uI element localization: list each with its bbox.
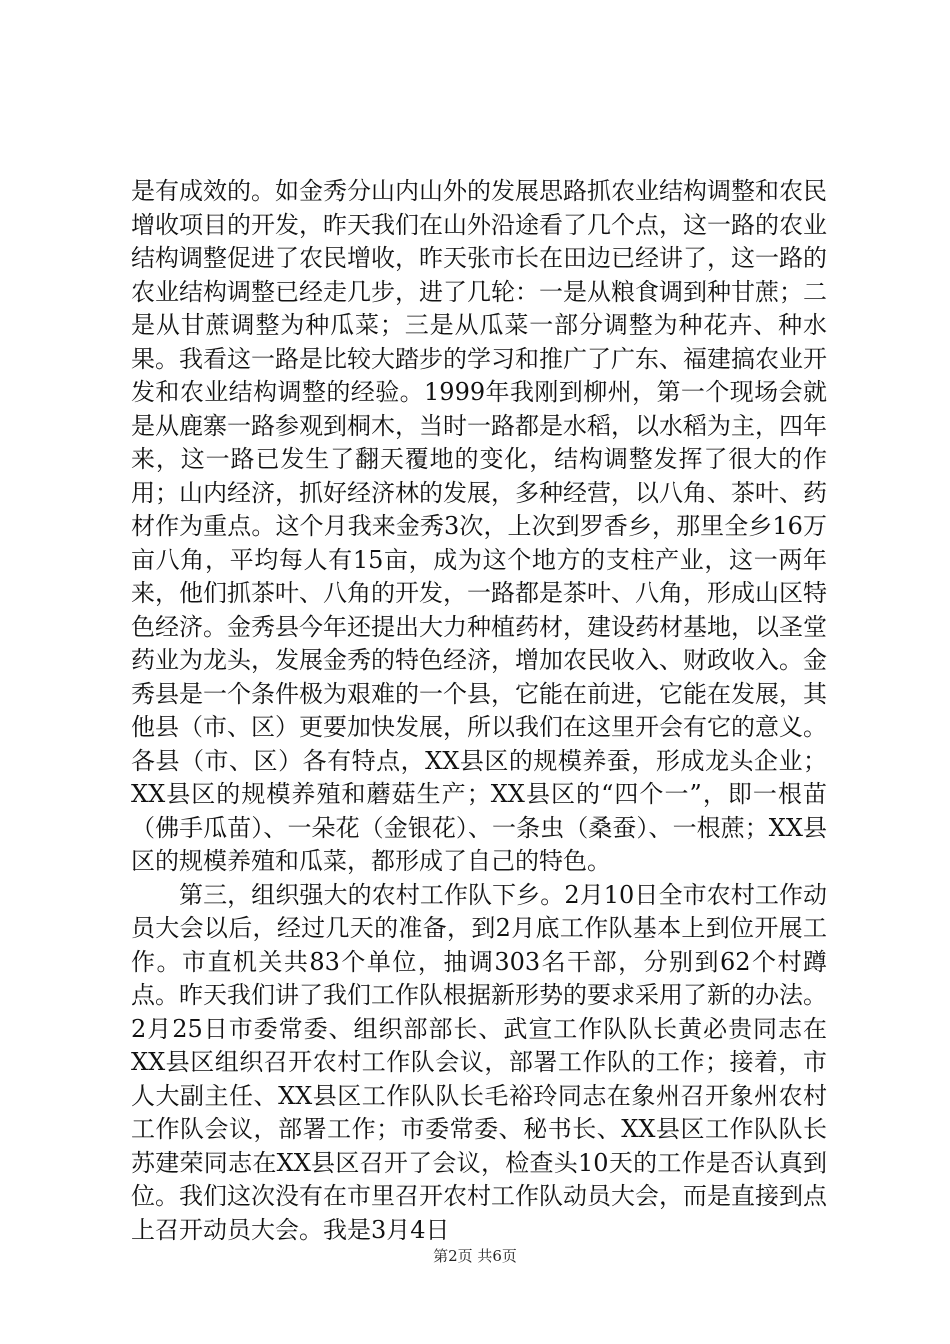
page-footer: 第2页 共6页 [433, 1247, 517, 1265]
paragraph-2: 第三，组织强大的农村工作队下乡。2月10日全市农村工作动员大会以后，经过几天的准备，到2月底工作队基本上到位开展工作。市直机关共83个单位，抽调303名干部，分别到62个村蹲点。昨天我们讲了我们工作队根据新形势的要求采用了新的办法。2月25日市委常委、组织部部长、武宣工作队队长黄必贵同志在XX县区组织召开农村工作队会议，部署工作队的工作；接着，市人大副主任、XX县区工作队队长毛裕玲同志在象州召开象州农村工作队会议，部署工作；市委常委、秘书长、XX县区工作队队长苏建荣同志在XX县区召开了会议，检查头10天的工作是否认真到位。我们这次没有在市里召开农村工作队动员大会，而是直接到点上召开动员大会。我是3月4日 [131, 880, 827, 1244]
document-body [131, 175, 827, 1247]
paragraph-1: 是有成效的。如金秀分山内山外的发展思路抓农业结构调整和农民增收项目的开发，昨天我们在山外沿途看了几个点，这一路的农业结构调整促进了农民增收，昨天张市长在田边已经讲了，这一路的农业结构调整已经走几步，进了几轮：一是从粮食调到种甘蔗；二是从甘蔗调整为种瓜菜；三是从瓜菜一部分调整为种花卉、种水果。我看这一路是比较大踏步的学习和推广了广东、福建搞农业开发和农业结构调整的经验。1999年我刚到柳州，第一个现场会就是从鹿寨一路参观到桐木，当时一路都是水稻，以水稻为主，四年来，这一路已发生了翻天覆地的变化，结构调整发挥了很大的作用；山内经济，抓好经济林的发展，多种经营，以八角、茶叶、药材作为重点。这个月我来金秀3次，上次到罗香乡，那里全乡16万亩八角，平均每人有15亩，成为这个地方的支柱产业，这一两年来，他们抓茶叶、八角的开发，一路都是茶叶、八角，形成山区特色经济。金秀县今年还提出大力种植药材，建设药材基地，以圣堂药业为龙头，发展金秀的特色经济，增加农民收入、财政收入。金秀县是一个条件极为艰难的一个县，它能在前进，它能在发展，其他县（市、区）更要加快发展，所以我们在这里开会有它的意义。各县（市、区）各有特点，XX县区的规模养蚕，形成龙头企业；XX县区的规模养殖和蘑菇生产；XX县区的“四个一”，即一根苗（佛手瓜苗）、一朵花（金银花）、一条虫（桑蚕）、一根蔗；XX县区的规模养殖和瓜菜，都形成了自己的特色。 [131, 177, 827, 875]
